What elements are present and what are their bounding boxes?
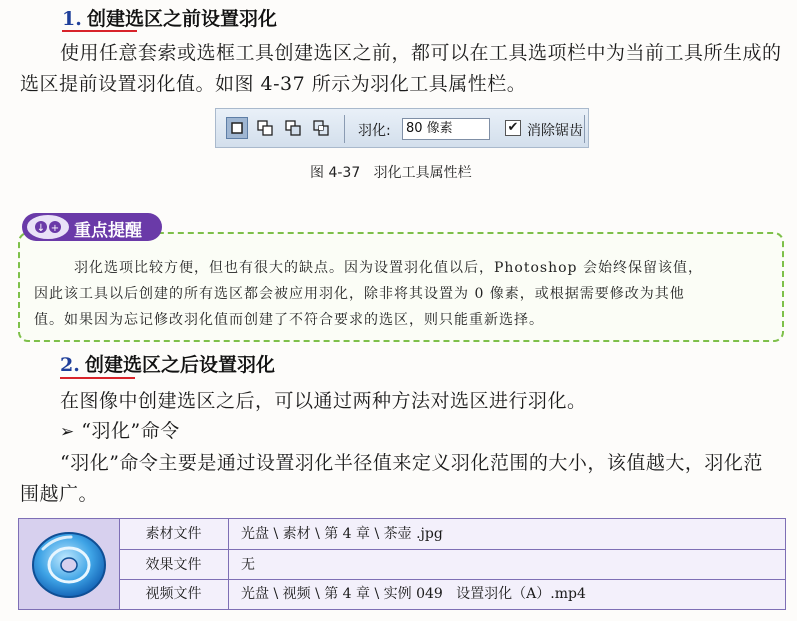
section-2-paragraph-2-line-1: “羽化”命令主要是通过设置羽化半径值来定义羽化范围的大小，该值越大，羽化范 [60, 452, 763, 474]
intersect-selection-icon [310, 117, 332, 139]
toolbar-separator-end [584, 115, 585, 143]
tip-badge-label: 重点提醒 [74, 221, 142, 241]
table-row-result-file [119, 550, 785, 580]
svg-text:+: + [50, 223, 60, 234]
section-2-number: 2. [60, 354, 80, 376]
table-row-video-file [119, 579, 785, 609]
section-1-heading [62, 4, 277, 32]
tip-bulb-icon [24, 213, 72, 241]
table-value-video: 光盘 \ 视频 \ 第 4 章 \ 实例 049 设置羽化（A）.mp4 [241, 586, 586, 602]
tip-badge [22, 213, 162, 241]
section-1-title: 创建选区之前设置羽化 [86, 8, 277, 30]
svg-text:↓: ↓ [36, 223, 46, 234]
table-value-source: 光盘 \ 素材 \ 第 4 章 \ 茶壶 .jpg [241, 526, 443, 542]
feather-input[interactable]: 80 像素 [402, 118, 490, 140]
section-2-heading [60, 350, 275, 378]
resource-info-table [18, 518, 786, 610]
section-1-paragraph [20, 38, 795, 100]
toolbar-separator [344, 115, 345, 143]
disc-icon-cell [19, 519, 120, 609]
tip-text-line-1: 羽化选项比较方便，但也有很大的缺点。因为设置羽化值以后，Photoshop 会始终保留该值， [74, 260, 703, 276]
feather-label: 羽化: [358, 123, 391, 139]
table-label-source: 素材文件 [119, 519, 229, 549]
subtract-from-selection-icon [282, 117, 304, 139]
new-selection-button[interactable] [226, 117, 248, 139]
antialias-label: 消除锯齿 [527, 123, 583, 139]
tip-text-line-3: 值。如果因为忘记修改羽化值而创建了不符合要求的选区，则只能重新选择。 [34, 312, 544, 328]
section-1-number: 1. [62, 8, 82, 30]
table-value-result: 无 [241, 557, 255, 573]
bullet-arrow-icon: ➢ [60, 422, 75, 442]
add-to-selection-button[interactable] [254, 117, 276, 139]
section-1-underline [62, 30, 137, 32]
section-2-bullet [60, 416, 180, 448]
section-2-underline [60, 377, 135, 379]
subtract-from-selection-button[interactable] [282, 117, 304, 139]
intersect-selection-button[interactable] [310, 117, 332, 139]
table-label-video: 视频文件 [119, 579, 229, 609]
feather-options-toolbar [215, 108, 589, 148]
section-2-paragraph-2-line-2: 围越广。 [20, 483, 99, 505]
section-2-paragraph-1: 在图像中创建选区之后，可以通过两种方法对选区进行羽化。 [60, 390, 587, 412]
section-2-paragraph-2 [20, 448, 795, 510]
table-row-source-file [119, 519, 785, 549]
section-2-title: 创建选区之后设置羽化 [84, 354, 275, 376]
add-to-selection-icon [254, 117, 276, 139]
tip-text [34, 255, 774, 333]
tip-text-line-2: 因此该工具以后创建的所有选区都会被应用羽化，除非将其设置为 0 像素，或根据需要修改为其他 [34, 286, 685, 302]
antialias-checkbox[interactable]: ✔ [505, 120, 521, 136]
new-selection-icon [227, 118, 247, 138]
section-1-paragraph-line-1: 使用任意套索或选框工具创建选区之前，都可以在工具选项栏中为当前工具所生成的 [60, 42, 782, 64]
figure-caption: 图 4-37 羽化工具属性栏 [310, 165, 472, 181]
section-2-bullet-text: “羽化”命令 [81, 420, 180, 442]
table-label-result: 效果文件 [119, 550, 229, 580]
section-1-paragraph-line-2: 选区提前设置羽化值。如图 4-37 所示为羽化工具属性栏。 [20, 73, 527, 95]
disc-icon [19, 519, 119, 609]
